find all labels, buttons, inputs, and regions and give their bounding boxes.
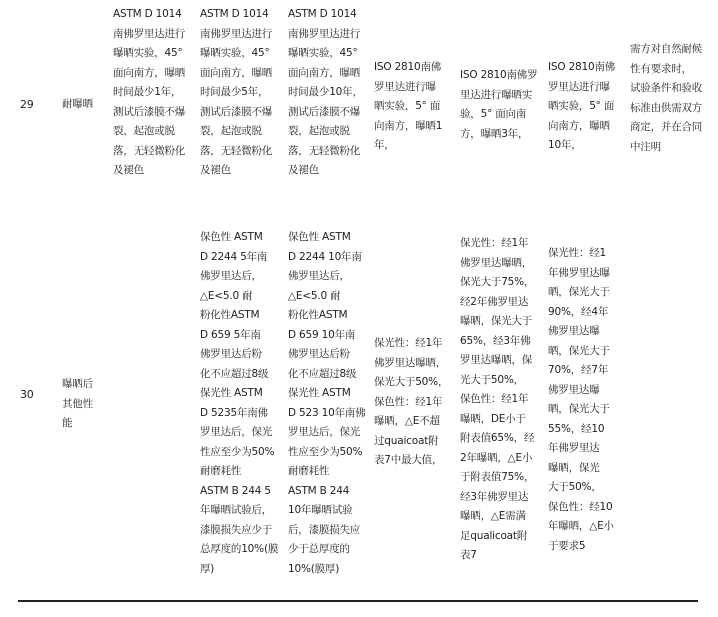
row30-col6: 保光性：经1 年佛罗里达曝 晒，保光大于 90%，经4年 佛罗里达曝 晒，保光大于 70%，经7年 佛罗里达曝 晒，保光大于 55%，经10 年佛罗里达 曝晒，保光 大于50%， 保色性：经10 年曝晒，△E小 于要求5 xyxy=(548,247,614,552)
row30-col4: 保光性：经1年 佛罗里达曝晒， 保光大于50%， 保色性：经1年 曝晒，△E不超 过quaicoat附 表7中最大值， xyxy=(374,337,449,466)
row29-number: 29 xyxy=(20,98,34,111)
table-bottom-rule xyxy=(18,600,698,602)
row30-number: 30 xyxy=(20,388,34,401)
row29-col6: ISO 2810南佛 罗里达进行曝 晒实验，5° 面 向南方，曝晒 10年， xyxy=(548,61,616,151)
row30-col2: 保色性 ASTM D 2244 5年南 佛罗里达后， △E<5.0 耐 粉化性ASTM D 659 5年南 佛罗里达后粉 化不应超过8级 保光性 ASTM D 5235年南佛 罗里达后，保光 性应至少为50% 耐磨耗性 ASTM B 244 5 年曝晒试验后， 漆膜损失应少于 总厚度的10%(膜 厚) xyxy=(200,231,279,575)
row29-col1: ASTM D 1014 南佛罗里达进行 曝晒实验，45° 面向南方，曝晒 时间最少1年， 测试后漆膜不爆 裂，起泡或脱 落，无轻微粉化 及褪色 xyxy=(113,8,186,176)
row29-col3: ASTM D 1014 南佛罗里达进行 曝晒实验，45° 面向南方，曝晒 时间最少10年， 测试后漆膜不爆 裂，起泡或脱 落，无轻微粉化 及褪色 xyxy=(288,8,363,176)
row29-item: 耐曝晒 xyxy=(62,98,93,110)
row30-col3: 保色性 ASTM D 2244 10年南 佛罗里达后， △E<5.0 耐 粉化性ASTM D 659 10年南 佛罗里达后粉 化不应超过8级 保光性 ASTM D 523 10年南佛 罗里达后，保光 性应至少为50% 耐磨耗性 ASTM B 244 10年曝晒试验 后，漆膜损失应 少于总厚度的 10%(膜厚) xyxy=(288,231,366,575)
row30-item: 曝晒后 其他性 能 xyxy=(62,378,93,429)
row29-col5: ISO 2810南佛罗 里达进行曝晒实 验，5° 面向南 方，曝晒3年， xyxy=(460,69,538,140)
row29-col4: ISO 2810南佛 罗里达进行曝 晒实验，5° 面 向南方，曝晒1 年， xyxy=(374,61,443,151)
row30-col5: 保光性：经1年 佛罗里达曝晒， 保光大于75%， 经2年佛罗里达 曝晒，保光大于 65%，经3年佛 罗里达曝晒，保 光大于50%， 保色性：经1年 曝晒，DE小于 附表值65%，经 2年曝晒，△E小 于附表值75%， 经3年佛罗里达 曝晒，△E需满 足qualicoat附 表7 xyxy=(460,237,535,561)
row29-note: 需方对自然耐候 性有要求时， 试验条件和验收 标准由供需双方 商定，并在合同 中注明 xyxy=(630,43,703,153)
row29-col2: ASTM D 1014 南佛罗里达进行 曝晒实验，45° 面向南方，曝晒 时间最少5年， 测试后漆膜不爆 裂，起泡或脱 落，无轻微粉化 及褪色 xyxy=(200,8,273,176)
